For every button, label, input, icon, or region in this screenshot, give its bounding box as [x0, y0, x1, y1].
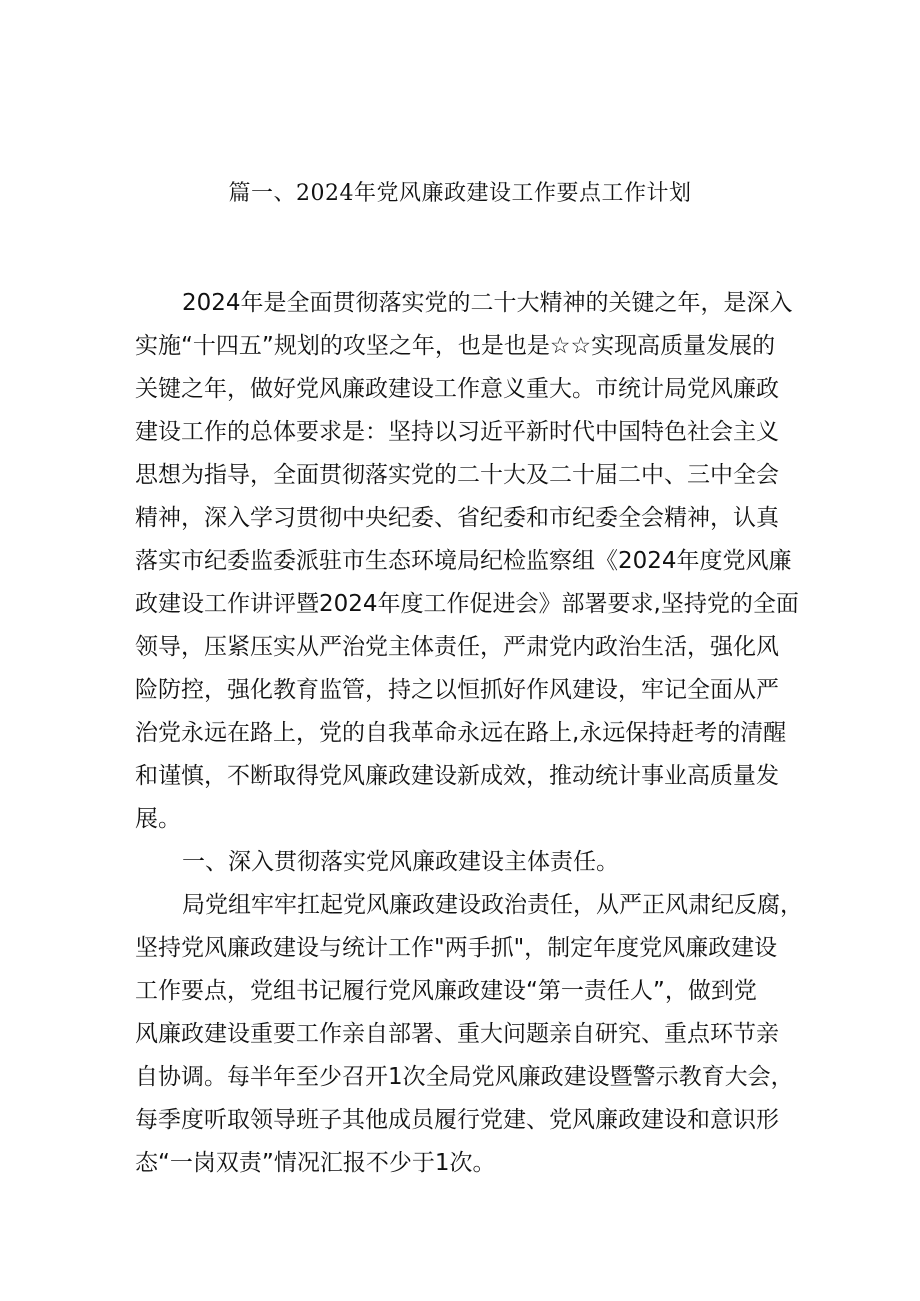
text-line: 2024年是全面贯彻落实党的二十大精神的关键之年，是深入: [182, 290, 793, 316]
document-body: [135, 282, 803, 1185]
text-line: 每季度听取领导班子其他成员履行党建、党风廉政建设和意识形: [135, 1107, 779, 1133]
text-line: 思想为指导，全面贯彻落实党的二十大及二十届二中、三中全会: [135, 462, 779, 488]
text-line: 展。: [135, 806, 181, 832]
text-line: 和谨慎，不断取得党风廉政建设新成效，推动统计事业高质量发: [135, 763, 779, 789]
text-line: 态“一岗双责”情况汇报不少于1次。: [135, 1150, 496, 1176]
text-line: 实施“十四五”规划的攻坚之年，也是也是☆☆实现高质量发展的: [135, 333, 776, 359]
text-line: 关键之年，做好党风廉政建设工作意义重大。市统计局党风廉政: [135, 376, 779, 402]
text-line: 自协调。每半年至少召开1次全局党风廉政建设暨警示教育大会，: [135, 1064, 794, 1090]
text-line: 局党组牢牢扛起党风廉政建设政治责任，从严正风肃纪反腐，: [182, 892, 803, 918]
text-line: 风廉政建设重要工作亲自部署、重大问题亲自研究、重点环节亲: [135, 1021, 779, 1047]
text-line: 领导，压紧压实从严治党主体责任，严肃党内政治生活，强化风: [135, 634, 779, 660]
document-title: 篇一、2024年党风廉政建设工作要点工作计划: [228, 181, 692, 206]
text-line: 精神，深入学习贯彻中央纪委、省纪委和市纪委全会精神，认真: [135, 505, 779, 531]
text-line: 坚持党风廉政建设与统计工作"两手抓"，制定年度党风廉政建设: [135, 935, 778, 961]
text-line: 政建设工作讲评暨2024年度工作促进会》部署要求,坚持党的全面: [135, 591, 799, 617]
text-line: 险防控，强化教育监管，持之以恒抓好作风建设，牢记全面从严: [135, 677, 779, 703]
text-line: 建设工作的总体要求是：坚持以习近平新时代中国特色社会主义: [135, 419, 779, 445]
text-line: 治党永远在路上，党的自我革命永远在路上,永远保持赶考的清醒: [135, 720, 787, 746]
section-heading: 一、深入贯彻落实党风廉政建设主体责任。: [182, 849, 619, 875]
text-line: 工作要点，党组书记履行党风廉政建设“第一责任人”，做到党: [135, 978, 757, 1004]
text-line: 落实市纪委监委派驻市生态环境局纪检监察组《2024年度党风廉: [135, 548, 792, 574]
